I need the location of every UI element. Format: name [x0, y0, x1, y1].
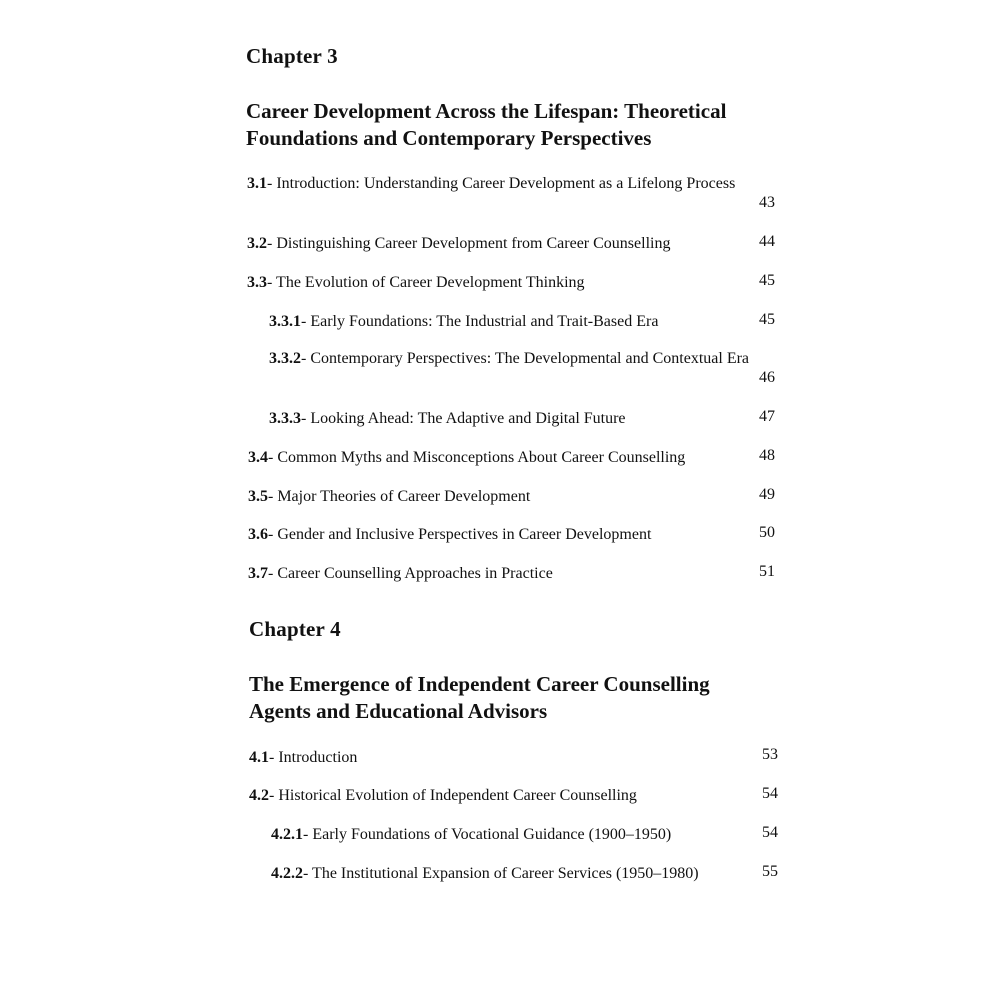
- toc-entry-3-6: [248, 525, 651, 545]
- toc-entry-4-2: [249, 786, 637, 806]
- toc-page-3-2: 44: [759, 233, 775, 250]
- toc-number: 3.3: [247, 274, 267, 291]
- toc-number: 3.2: [247, 235, 267, 252]
- toc-entry-4-2-2: [271, 864, 699, 884]
- toc-page-3-3-2: 46: [759, 369, 775, 386]
- toc-page-3-6: 50: [759, 524, 775, 541]
- toc-entry-3-5: [248, 487, 530, 507]
- toc-text: - Early Foundations of Vocational Guidance (1900–1950): [303, 826, 672, 843]
- toc-page-3-4: 48: [759, 447, 775, 464]
- toc-number: 4.1: [249, 749, 269, 766]
- toc-number: 3.1: [247, 175, 267, 192]
- toc-page-4-2-2: 55: [762, 863, 778, 880]
- chapter-3-title: [246, 98, 806, 152]
- toc-number: 3.7: [248, 565, 268, 582]
- toc-page-3-1: 43: [759, 194, 775, 211]
- toc-page-4-1: 53: [762, 746, 778, 763]
- toc-number: 3.5: [248, 488, 268, 505]
- toc-number: 3.3.1: [269, 313, 301, 330]
- toc-text: - Historical Evolution of Independent Career Counselling: [269, 787, 637, 804]
- toc-number: 3.3.2: [269, 350, 301, 367]
- toc-number: 4.2.2: [271, 865, 303, 882]
- toc-page-3-7: 51: [759, 563, 775, 580]
- chapter-4-title-line-2: Agents and Educational Advisors: [249, 699, 548, 723]
- toc-page-3-3-3: 47: [759, 408, 775, 425]
- toc-entry-3-4: [248, 448, 685, 468]
- toc-text: - The Evolution of Career Development Thinking: [267, 274, 585, 291]
- chapter-3-label: Chapter 3: [246, 44, 338, 68]
- toc-number: 3.4: [248, 449, 268, 466]
- toc-page-4-2-1: 54: [762, 824, 778, 841]
- toc-entry-3-7: [248, 564, 553, 584]
- toc-number: 3.3.3: [269, 410, 301, 427]
- toc-text: - Introduction: Understanding Career Development as a Lifelong Process: [267, 175, 736, 192]
- toc-text: - Major Theories of Career Development: [268, 488, 531, 505]
- toc-text: - The Institutional Expansion of Career Services (1950–1980): [303, 865, 699, 882]
- toc-text: - Early Foundations: The Industrial and Trait-Based Era: [301, 313, 659, 330]
- toc-page-3-3-1: 45: [759, 311, 775, 328]
- toc-entry-4-1: [249, 748, 357, 768]
- chapter-4-label: Chapter 4: [249, 617, 341, 641]
- toc-entry-3-1: [247, 174, 777, 194]
- toc-entry-3-3-1: [269, 312, 658, 332]
- toc-entry-3-3-3: [269, 409, 626, 429]
- toc-text: - Contemporary Perspectives: The Developmental and Contextual Era: [301, 350, 750, 367]
- chapter-3-title-line-2: Foundations and Contemporary Perspectives: [246, 126, 652, 150]
- toc-entry-3-2: [247, 234, 670, 254]
- chapter-4-title: [249, 671, 809, 725]
- toc-text: - Common Myths and Misconceptions About Career Counselling: [268, 449, 686, 466]
- toc-entry-3-3-2: [269, 349, 789, 369]
- toc-number: 4.2.1: [271, 826, 303, 843]
- toc-entry-3-3: [247, 273, 585, 293]
- toc-text: - Gender and Inclusive Perspectives in Career Development: [268, 526, 652, 543]
- toc-entry-4-2-1: [271, 825, 671, 845]
- toc-text: - Distinguishing Career Development from Career Counselling: [267, 235, 671, 252]
- toc-number: 3.6: [248, 526, 268, 543]
- toc-page-3-3: 45: [759, 272, 775, 289]
- toc-number: 4.2: [249, 787, 269, 804]
- chapter-3-title-line-1: Career Development Across the Lifespan: Theoretical: [246, 99, 727, 123]
- chapter-4-title-line-1: The Emergence of Independent Career Counselling: [249, 672, 710, 696]
- toc-page-3-5: 49: [759, 486, 775, 503]
- toc-page-4-2: 54: [762, 785, 778, 802]
- toc-text: - Looking Ahead: The Adaptive and Digital Future: [301, 410, 626, 427]
- toc-text: - Introduction: [269, 749, 358, 766]
- toc-text: - Career Counselling Approaches in Practice: [268, 565, 553, 582]
